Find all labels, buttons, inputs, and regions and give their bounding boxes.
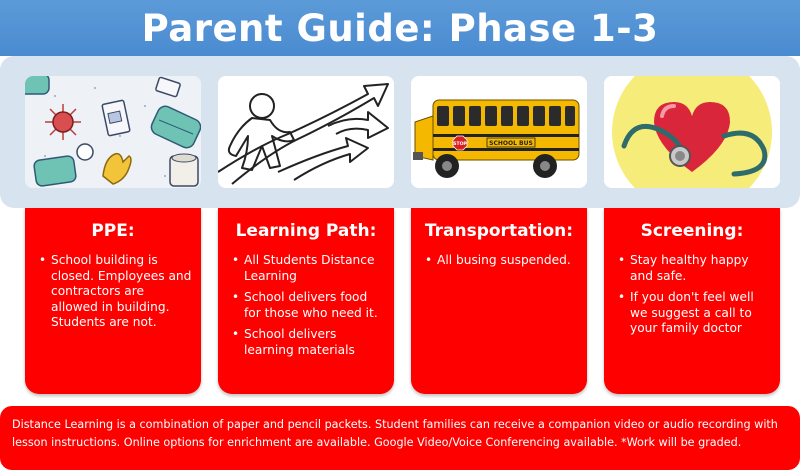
footer-banner (0, 406, 800, 470)
footer-text: Distance Learning is a combination of paper and pencil packets. Student families can receive a companion video or audio recording with lesson instructions. Online options for enrichment are available. Google Video/Voice Conferencing available. *Work will be graded. (12, 418, 778, 449)
card-ppe (25, 208, 201, 394)
card-learning-path (218, 208, 394, 394)
ppe-illustration (25, 76, 201, 188)
learning-path-illustration (218, 76, 394, 188)
card-transportation (411, 208, 587, 394)
card-title-ppe: PPE: (91, 221, 135, 241)
card-title-screening: Screening: (640, 221, 744, 241)
card-list-ppe (39, 253, 193, 331)
card-title-learning-path: Learning Path: (235, 221, 377, 241)
card-list-transportation (425, 253, 579, 269)
list-item: • Stay healthy happy and safe. (618, 253, 772, 284)
card-list-learning-path (232, 253, 386, 358)
list-item: • If you don't feel well we suggest a call to your family doctor (618, 290, 772, 337)
list-item: • School building is closed. Employees and contractors are allowed in building. Students are not. (39, 253, 193, 331)
stop-sign-text: STOP (453, 142, 467, 147)
list-item: • All busing suspended. (425, 253, 579, 269)
list-item: • All Students Distance Learning (232, 253, 386, 284)
school-bus-image (411, 76, 587, 188)
screening-illustration (604, 76, 780, 188)
school-bus-illustration (411, 76, 587, 188)
card-screening (604, 208, 780, 394)
learning-path-image (218, 76, 394, 188)
header-banner (0, 0, 800, 56)
ppe-image (25, 76, 201, 188)
list-item: • School delivers food for those who need it. (232, 290, 386, 321)
screening-image (604, 76, 780, 188)
page-title: Parent Guide: Phase 1-3 (141, 6, 659, 50)
card-list-screening (618, 253, 772, 337)
list-item: • School delivers learning materials (232, 327, 386, 358)
card-title-transportation: Transportation: (424, 221, 574, 241)
bus-sign-text: SCHOOL BUS (489, 140, 533, 147)
